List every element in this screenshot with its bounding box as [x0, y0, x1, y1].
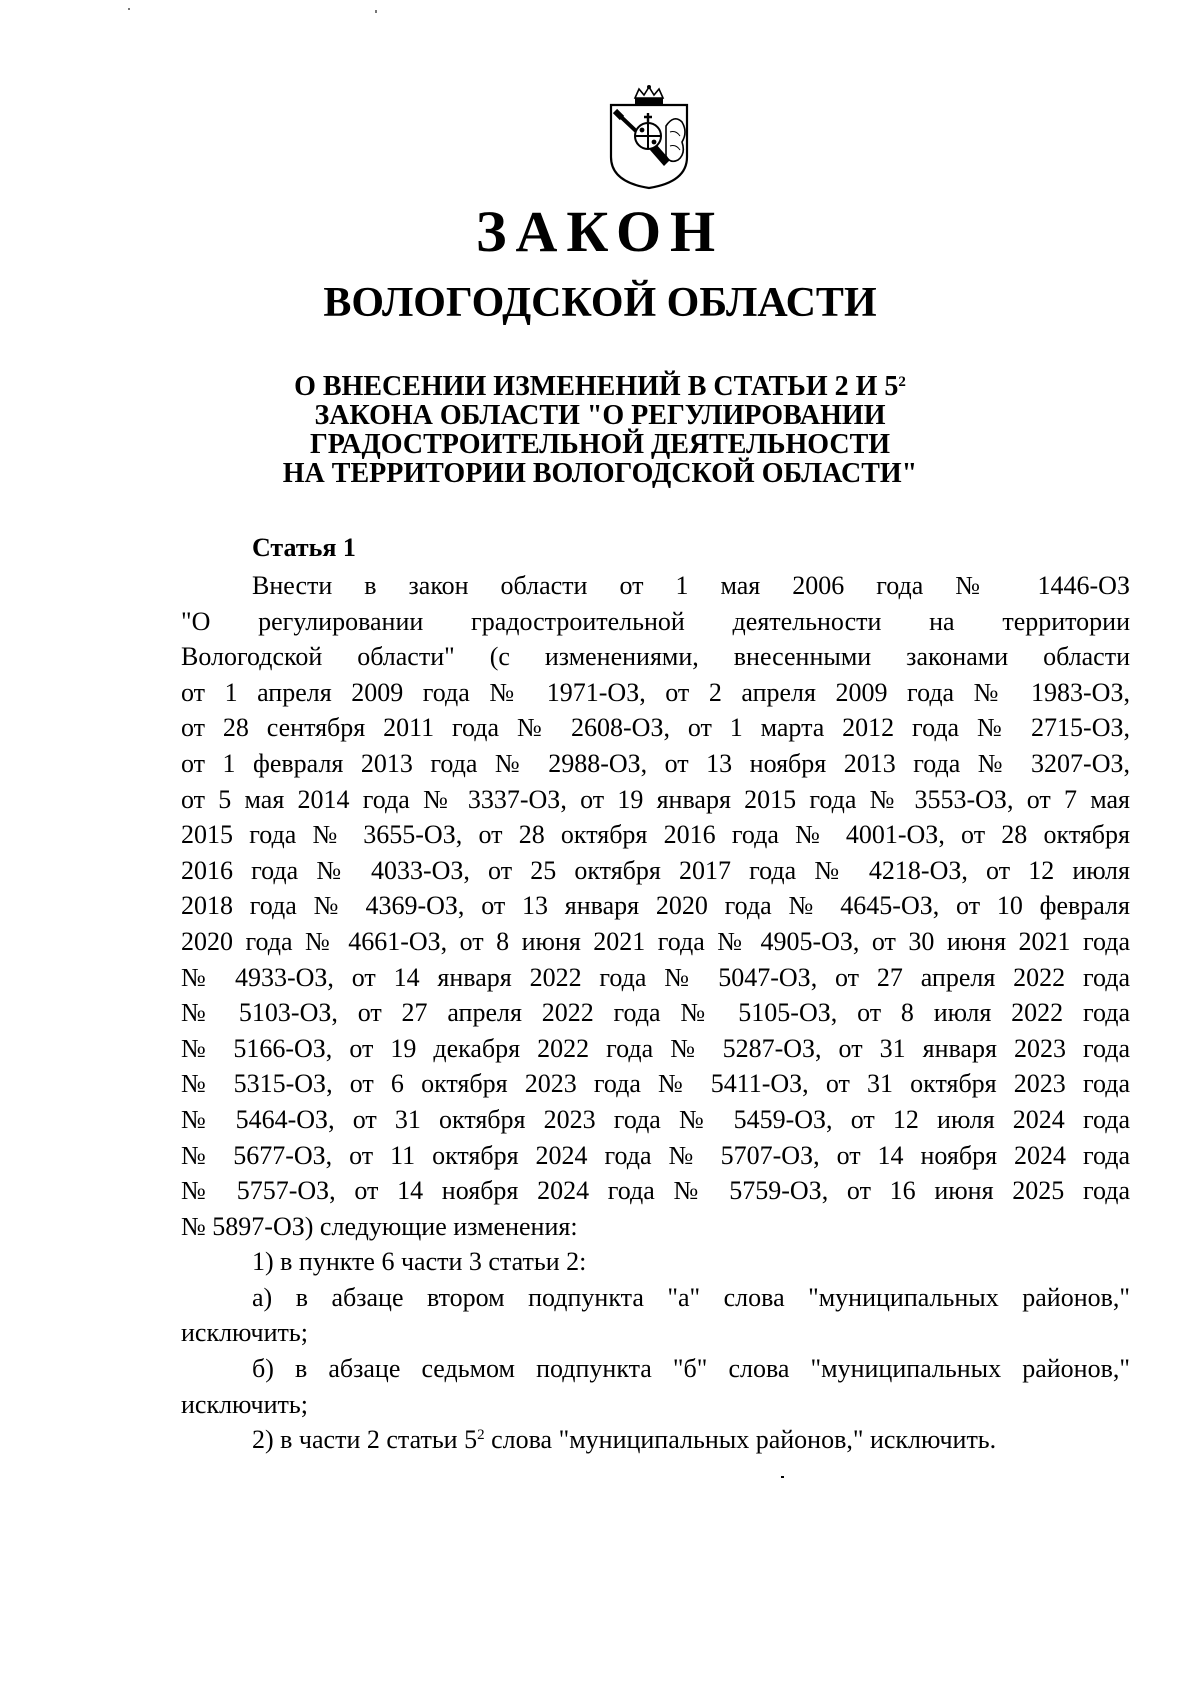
paragraph-line: 2016 года № 4033-ОЗ, от 25 октября 2017 года № 4218-ОЗ, от 12 июля — [181, 855, 1130, 885]
scan-mark — [781, 1476, 784, 1478]
paragraph-line: от 28 сентября 2011 года № 2608-ОЗ, от 1 марта 2012 года № 2715-ОЗ, — [181, 713, 1130, 743]
paragraph-line: № 5677-ОЗ, от 11 октября 2024 года № 5707-ОЗ, от 14 ноября 2024 года — [181, 1140, 1130, 1170]
law-subtitle — [0, 372, 1200, 488]
coat-of-arms-emblem — [604, 84, 694, 190]
item2-text-end: слова "муниципальных районов," исключить. — [484, 1425, 997, 1455]
paragraph-line: № 4933-ОЗ, от 14 января 2022 года № 5047-ОЗ, от 27 апреля 2022 года — [181, 962, 1130, 992]
subtitle-line: НА ТЕРРИТОРИИ ВОЛОГОДСКОЙ ОБЛАСТИ" — [282, 458, 918, 489]
subtitle-superscript: 2 — [898, 374, 906, 390]
scan-artifact — [128, 8, 130, 10]
paragraph-line: № 5757-ОЗ, от 14 ноября 2024 года № 5759-ОЗ, от 16 июня 2025 года — [181, 1176, 1130, 1206]
paragraph-line: "О регулировании градостроительной деятельности на территории — [181, 606, 1130, 636]
list-subitem: б) в абзаце седьмом подпункта "б" слова "муниципальных районов," — [252, 1354, 1130, 1384]
list-item: 1) в пункте 6 части 3 статьи 2: — [252, 1247, 587, 1277]
subtitle-line: ГРАДОСТРОИТЕЛЬНОЙ ДЕЯТЕЛЬНОСТИ — [309, 429, 891, 460]
subtitle-line: ЗАКОНА ОБЛАСТИ "О РЕГУЛИРОВАНИИ — [314, 400, 886, 431]
subtitle-line-text: О ВНЕСЕНИИ ИЗМЕНЕНИЙ В СТАТЬИ 2 И 5 — [294, 371, 899, 402]
subtitle-line — [0, 372, 1200, 401]
paragraph-line: № 5166-ОЗ, от 19 декабря 2022 года № 5287-ОЗ, от 31 января 2023 года — [181, 1033, 1130, 1063]
paragraph-line: № 5315-ОЗ, от 6 октября 2023 года № 5411-ОЗ, от 31 октября 2023 года — [181, 1069, 1130, 1099]
list-subitem: а) в абзаце втором подпункта "а" слова "муниципальных районов," — [252, 1282, 1130, 1312]
paragraph-line: от 5 мая 2014 года № 3337-ОЗ, от 19 января 2015 года № 3553-ОЗ, от 7 мая — [181, 784, 1130, 814]
item2-superscript: 2 — [477, 1427, 485, 1444]
list-item — [181, 1422, 1130, 1458]
paragraph-line: № 5897-ОЗ) следующие изменения: — [181, 1211, 578, 1241]
paragraph-line: 2020 года № 4661-ОЗ, от 8 июня 2021 года № 4905-ОЗ, от 30 июня 2021 года — [181, 926, 1130, 956]
paragraph-line: Вологодской области" (с изменениями, внесенными законами области — [181, 642, 1130, 672]
list-subitem-continuation: исключить; — [181, 1389, 308, 1419]
article-heading: Статья 1 — [252, 533, 356, 562]
paragraph-line: № 5464-ОЗ, от 31 октября 2023 года № 5459-ОЗ, от 12 июля 2024 года — [181, 1104, 1130, 1134]
paragraph-line: 2018 года № 4369-ОЗ, от 13 января 2020 года № 4645-ОЗ, от 10 февраля — [181, 891, 1130, 921]
article-body — [181, 568, 1130, 1458]
document-region: ВОЛОГОДСКОЙ ОБЛАСТИ — [323, 280, 877, 326]
document-title: ЗАКОН — [475, 199, 725, 264]
list-subitem-continuation: исключить; — [181, 1318, 308, 1348]
item2-text-start: 2) в части 2 статьи 5 — [252, 1425, 478, 1455]
paragraph-line: от 1 февраля 2013 года № 2988-ОЗ, от 13 ноября 2013 года № 3207-ОЗ, — [181, 748, 1130, 778]
paragraph-line: Внести в закон области от 1 мая 2006 года № 1446-ОЗ — [252, 571, 1130, 600]
scan-artifact — [375, 10, 377, 13]
paragraph-line: от 1 апреля 2009 года № 1971-ОЗ, от 2 апреля 2009 года № 1983-ОЗ, — [181, 677, 1130, 707]
paragraph-line: 2015 года № 3655-ОЗ, от 28 октября 2016 года № 4001-ОЗ, от 28 октября — [181, 820, 1130, 850]
paragraph-line: № 5103-ОЗ, от 27 апреля 2022 года № 5105-ОЗ, от 8 июля 2022 года — [181, 998, 1130, 1028]
